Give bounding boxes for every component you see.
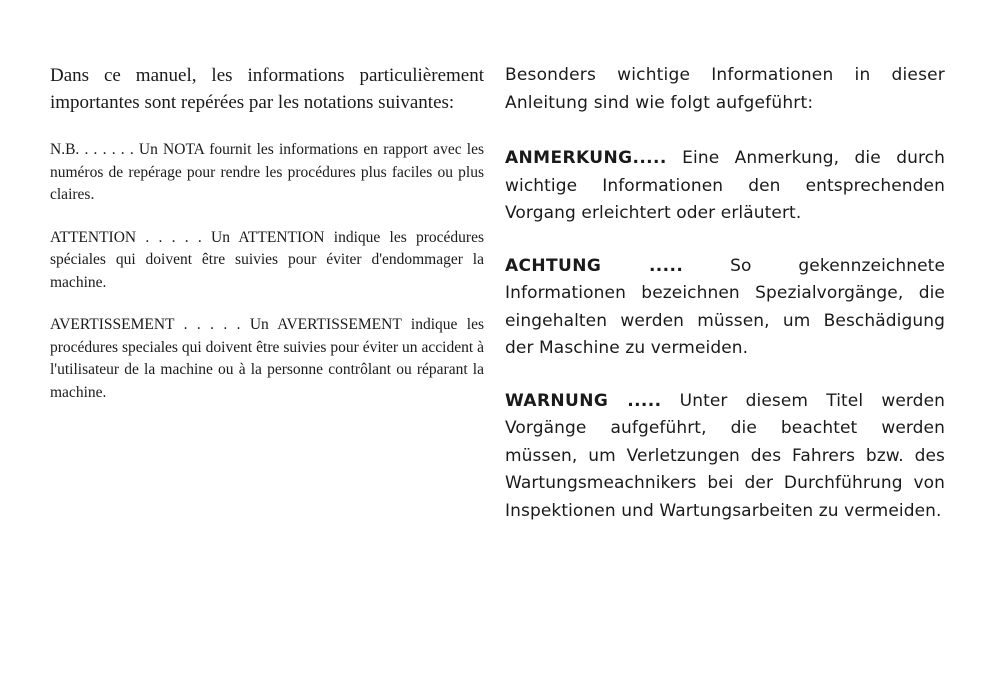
french-note-attention-text: Un ATTENTION indique les procédures spéciales qui doivent être suivies pour éviter d'endommager la machine. xyxy=(50,228,485,291)
german-column xyxy=(505,62,945,550)
german-note-anmerkung xyxy=(505,145,945,228)
german-note-warnung-text: Unter diesem Titel werden Vorgänge aufgeführt, die beachtet werden müssen, um Verletzungen des Fahrers bzw. des Wartungsmeachnikers bei der Durchführung von Inspektionen und Wartungsarbeiten zu vermeiden. xyxy=(505,390,946,521)
french-note-avertissement xyxy=(50,314,484,404)
german-note-achtung xyxy=(505,253,945,363)
german-note-warnung-term: WARNUNG ..... xyxy=(505,390,662,411)
french-intro-paragraph: Dans ce manuel, les informations particulièrement importantes sont repérées par les notations suivantes: xyxy=(50,65,484,113)
french-note-nb-text: Un NOTA fournit les informations en rapport avec les numéros de repérage pour rendre les procédures plus faciles ou plus claires. xyxy=(50,141,484,203)
german-note-anmerkung-term: ANMERKUNG..... xyxy=(505,148,667,168)
french-note-avertissement-term: AVERTISSEMENT . . . . . xyxy=(50,316,241,333)
french-column xyxy=(50,62,484,424)
german-note-anmerkung-text: Eine Anmerkung, die durch wichtige Informationen den entsprechenden Vorgang erleichtert oder erläutert. xyxy=(505,148,945,223)
german-note-achtung-term: ACHTUNG ..... xyxy=(505,255,684,276)
french-note-avertissement-text: Un AVERTISSEMENT indique les procédures speciales qui doivent être suivies pour éviter un accident à l'utilisateur de la machine ou à la personne contrôlant ou réparant la machine. xyxy=(50,316,484,401)
german-intro-paragraph: Besonders wichtige Informationen in dieser Anleitung sind wie folgt aufgeführt: xyxy=(505,65,945,113)
french-note-nb-term: N.B. . . . . . . xyxy=(50,141,134,158)
german-note-achtung-text: So gekennzeichnete Informationen bezeichnen Spezialvorgänge, die eingehalten werden müssen, um Beschädigung der Maschine zu vermeiden. xyxy=(505,255,946,358)
french-note-attention-term: ATTENTION . . . . . xyxy=(50,228,202,246)
french-note-nb xyxy=(50,139,484,207)
french-note-attention xyxy=(50,227,484,295)
german-note-warnung xyxy=(505,388,945,526)
